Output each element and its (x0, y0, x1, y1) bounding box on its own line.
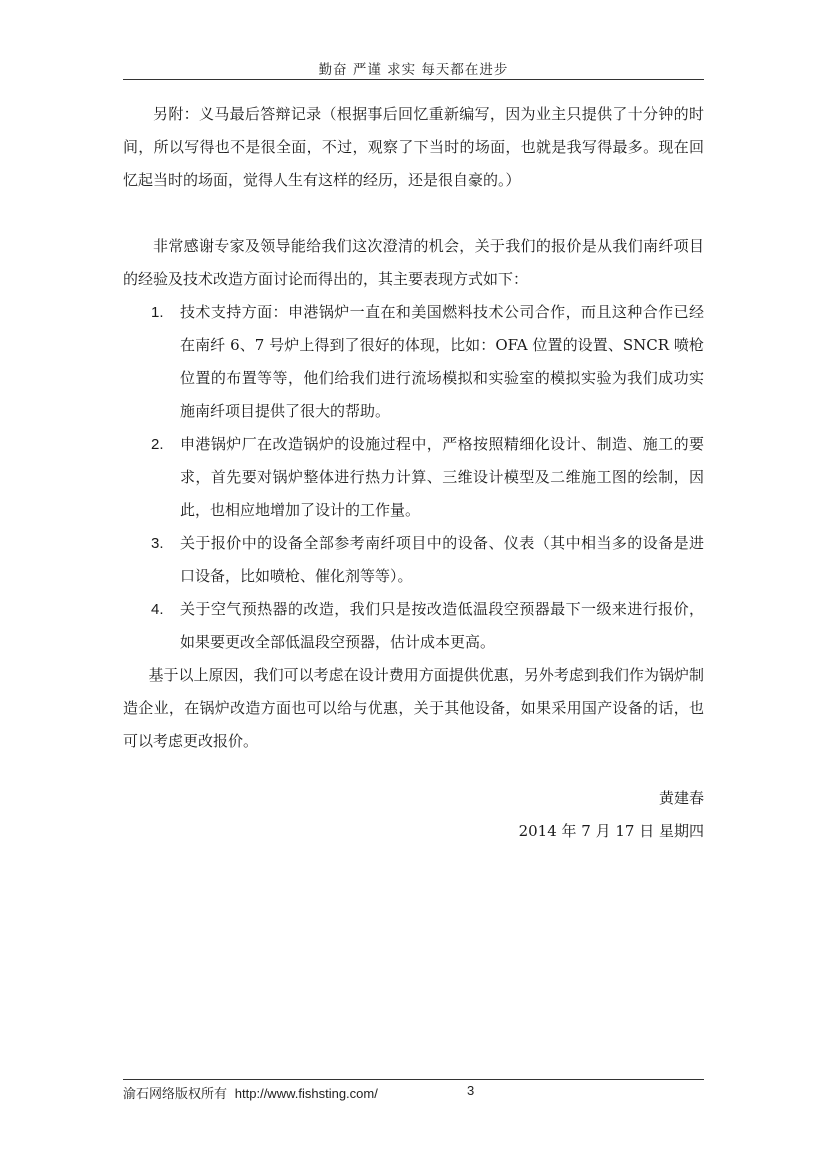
intro-paragraph: 另附：义马最后答辩记录（根据事后回忆重新编写，因为业主只提供了十分钟的时间，所以写得也不是很全面，不过，观察了下当时的场面，也就是我写得最多。现在回忆起当时的场面，觉得人生有这样的经历，还是很自豪的。） (123, 105, 704, 189)
footer-divider (123, 1079, 704, 1080)
signature-spacer (123, 758, 704, 782)
list-item-number: 1. (151, 304, 164, 321)
page-number: 3 (467, 1083, 475, 1098)
list-item-text: 关于报价中的设备全部参考南纤项目中的设备、仪表（其中相当多的设备是进口设备，比如喷枪、催化剂等等）。 (180, 534, 704, 585)
list-item-number: 4. (151, 601, 164, 618)
footer-credit (123, 1083, 378, 1102)
list-item-text: 技术支持方面：申港锅炉一直在和美国燃料技术公司合作，而且这种合作已经在南纤 6、7 号炉上得到了很好的体现，比如：OFA 位置的设置、SNCR 喷枪位置的布置等等，他们给我们进行流场模拟和实验室的模拟实验为我们成功实施南纤项目提供了很大的帮助。 (180, 303, 704, 420)
page-footer (123, 1083, 704, 1103)
footer-url-link[interactable]: http://www.fishsting.com/ (234, 1086, 378, 1101)
signature-date: 2014 年 7 月 17 日 星期四 (518, 822, 704, 840)
list-item (123, 593, 704, 659)
list-item-number: 2. (151, 436, 164, 453)
page-header (123, 58, 704, 80)
list-item (123, 428, 704, 527)
header-divider (123, 79, 704, 80)
paragraph-spacer (123, 197, 704, 230)
closing-paragraph: 基于以上原因，我们可以考虑在设计费用方面提供优惠，另外考虑到我们作为锅炉制造企业，在锅炉改造方面也可以给与优惠，关于其他设备，如果采用国产设备的话，也可以考虑更改报价。 (123, 666, 704, 750)
header-motto: 勤奋 严谨 求实 每天都在进步 (318, 62, 509, 78)
footer-copyright: 渝石网络版权所有 (123, 1087, 228, 1102)
list-item-number: 3. (151, 535, 164, 552)
document-body (123, 98, 704, 848)
list-item-text: 申港锅炉厂在改造锅炉的设施过程中，严格按照精细化设计、制造、施工的要求，首先要对锅炉整体进行热力计算、三维设计模型及二维施工图的绘制，因此，也相应地增加了设计的工作量。 (180, 435, 704, 519)
signature-name: 黄建春 (658, 789, 704, 807)
list-item (123, 296, 704, 428)
list-item (123, 527, 704, 593)
points-list (123, 296, 704, 659)
list-item-text: 关于空气预热器的改造，我们只是按改造低温段空预器最下一级来进行报价，如果要更改全部低温段空预器，估计成本更高。 (180, 600, 704, 651)
opening-paragraph: 非常感谢专家及领导能给我们这次澄清的机会，关于我们的报价是从我们南纤项目的经验及技术改造方面讨论而得出的，其主要表现方式如下： (123, 237, 704, 288)
